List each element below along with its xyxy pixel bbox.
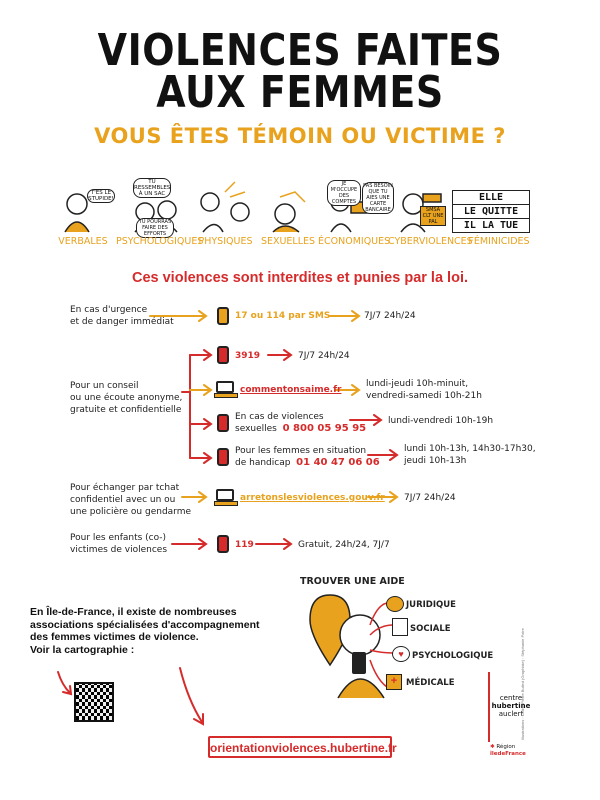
document-icon [392, 618, 408, 636]
category-physiques: PHYSIQUES [198, 236, 253, 247]
phone-icon [217, 346, 229, 364]
category-cyberviolences: CYBERVIOLENCES [388, 236, 473, 247]
feminicides-word: LE QUITTE [452, 205, 530, 219]
number-3919[interactable]: 3919 [235, 351, 261, 361]
enfants-label: Pour les enfants (co-) victimes de violences [70, 533, 168, 555]
aide-psychologique: PSYCHOLOGIQUE [412, 651, 494, 661]
arretonslesviolences-link[interactable]: arretonslesviolences.gouv.fr [240, 493, 385, 503]
feminicides-word: ELLE [452, 190, 530, 205]
orientation-url[interactable]: orientationviolences.hubertine.fr [208, 736, 392, 758]
aide-sociale: SOCIALE [410, 624, 451, 634]
urgence-hours: 7J/7 24h/24 [364, 311, 416, 321]
speech-bubble: T'ES LE STUPIDE! [88, 190, 114, 202]
feminicides-word: IL LA TUE [452, 219, 530, 233]
handicap-line: Pour les femmes en situation de handicap 01 40 47 06 06 [235, 446, 380, 468]
balance-icon [386, 596, 404, 612]
laptop-icon [216, 489, 234, 501]
credits: Illustrations : Céline Pierre Bulled (Graphiste) : Stéphanie Poire [520, 628, 525, 740]
region-logo: ✱ Région îledeFrance [490, 744, 526, 757]
commentonsaime-link[interactable]: commentonsaime.fr [240, 385, 342, 395]
phone-screen-text: SMSA CLT UNE PAL [420, 206, 446, 226]
category-sexuelles: SEXUELLES [260, 236, 316, 247]
handicap-hours: lundi 10h-13h, 14h30-17h30, jeudi 10h-13h [404, 444, 536, 466]
speech-bubble: TU RESSEMBLES À UN SAC [134, 179, 171, 197]
laptop-base [214, 501, 238, 506]
medical-cross-icon: + [386, 674, 402, 690]
violences-sexuelles-hours: lundi-vendredi 10h-19h [388, 416, 494, 426]
aide-title: TROUVER UNE AIDE [300, 576, 405, 587]
laptop-icon [216, 381, 234, 393]
title-line-2: AUX FEMMES [156, 66, 444, 118]
number-119[interactable]: 119 [235, 540, 254, 550]
handicap-number[interactable]: 01 40 47 06 06 [296, 457, 380, 468]
category-psychologiques: PSYCHOLOGIQUES [116, 236, 204, 247]
law-statement: Ces violences sont interdites et punies par la loi. [131, 270, 468, 286]
aide-juridique: JURIDIQUE [406, 600, 456, 610]
hours-3919: 7J/7 24h/24 [298, 351, 350, 361]
category-verbales: VERBALES [58, 236, 108, 247]
subtitle: VOUS ÊTES TÉMOIN OU VICTIME ? [94, 124, 506, 148]
laptop-base [214, 393, 238, 398]
qr-code[interactable] [74, 682, 114, 722]
phone-icon [217, 535, 229, 553]
phone-icon [217, 307, 229, 325]
phone-icon [217, 414, 229, 432]
speech-bubble: TU POURRAS FAIRE DES EFFORTS [136, 218, 174, 238]
aide-medicale: MÉDICALE [406, 678, 455, 688]
idf-text: En Île-de-France, il existe de nombreuses associations spécialisées d'accompagnement des femmes victimes de violence. Voir la cartographie : [30, 606, 260, 656]
hubertine-logo: centre hubertine auclert [488, 672, 532, 742]
heart-icon: ♥ [392, 646, 410, 662]
enfants-hours: Gratuit, 24h/24, 7J/7 [298, 540, 390, 550]
phone-icon [217, 448, 229, 466]
tchat-hours: 7J/7 24h/24 [404, 493, 456, 503]
speech-bubble: PAS BESOIN QUE TU AIES UNE CARTE BANCAIRE [363, 183, 393, 213]
urgence-number[interactable]: 17 ou 114 par SMS [235, 311, 331, 321]
commentonsaime-hours: lundi-jeudi 10h-minuit, vendredi-samedi 10h-21h [366, 379, 482, 401]
category-feminicides: FÉMINICIDES [468, 236, 530, 247]
conseil-label: Pour un conseil ou une écoute anonyme, gratuite et confidentielle [70, 381, 183, 415]
violences-sexuelles-line: En cas de violences sexuelles 0 800 05 95 95 [235, 412, 367, 434]
violences-sexuelles-number[interactable]: 0 800 05 95 95 [282, 423, 367, 434]
urgence-label: En cas d'urgence et de danger immédiat [70, 305, 174, 327]
title-line-1: VIOLENCES FAITES [97, 24, 503, 76]
category-economiques: ÉCONOMIQUES [318, 236, 391, 247]
tchat-label: Pour échanger par tchat confidentiel avec un ou une policière ou gendarme [70, 483, 192, 517]
speech-bubble: JE M'OCCUPE DES COMPTES [327, 180, 361, 206]
